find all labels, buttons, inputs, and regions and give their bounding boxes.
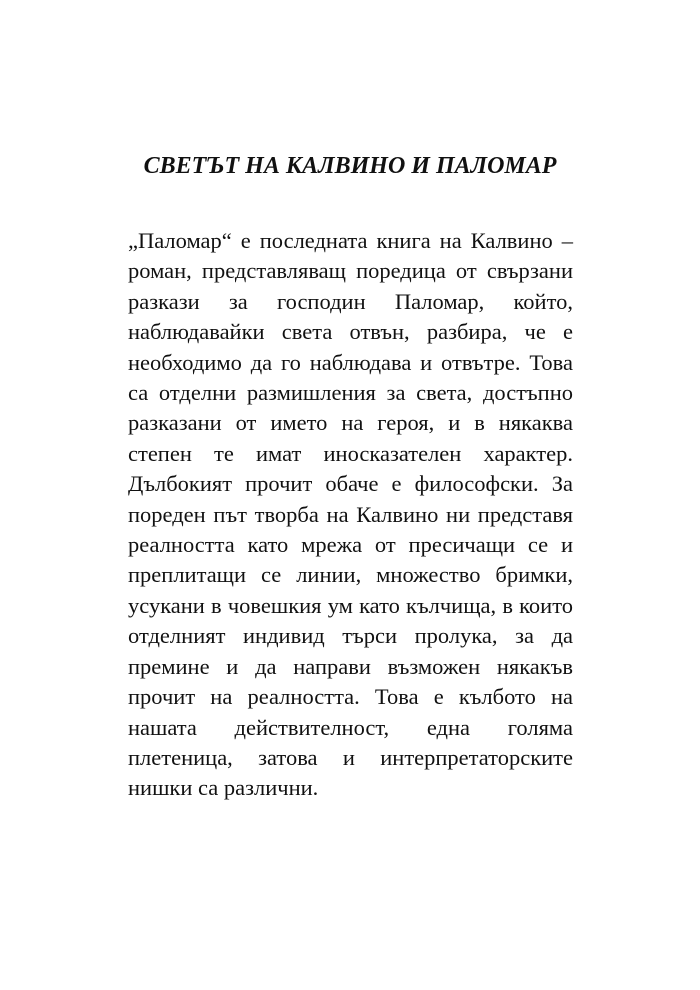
- chapter-title: СВЕТЪТ НА КАЛВИНО И ПАЛОМАР: [143, 153, 557, 179]
- body-paragraph: „Паломар“ е последната книга на Калвино – роман, представляващ поредица от свързани разкази за господин Паломар, който, наблюдавайки света отвън, разбира, че е необходимо да го наблюдава и отвътре. Това са отделни размишления за света, достъпно разказани от името на героя, и в някаква степен те имат иносказателен характер. Дълбокият прочит обаче е философски. За пореден път творба на Калвино ни представя реалността като мрежа от пресичащи се и преплитащи се линии, множество бримки, усукани в човешкия ум като кълчища, в които отделният индивид търси пролука, за да премине и да направи възможен някакъв прочит на реалността. Това е кълбото на нашата действителност, една голяма плетеница, затова и интерпретаторските нишки са различни.: [128, 228, 573, 801]
